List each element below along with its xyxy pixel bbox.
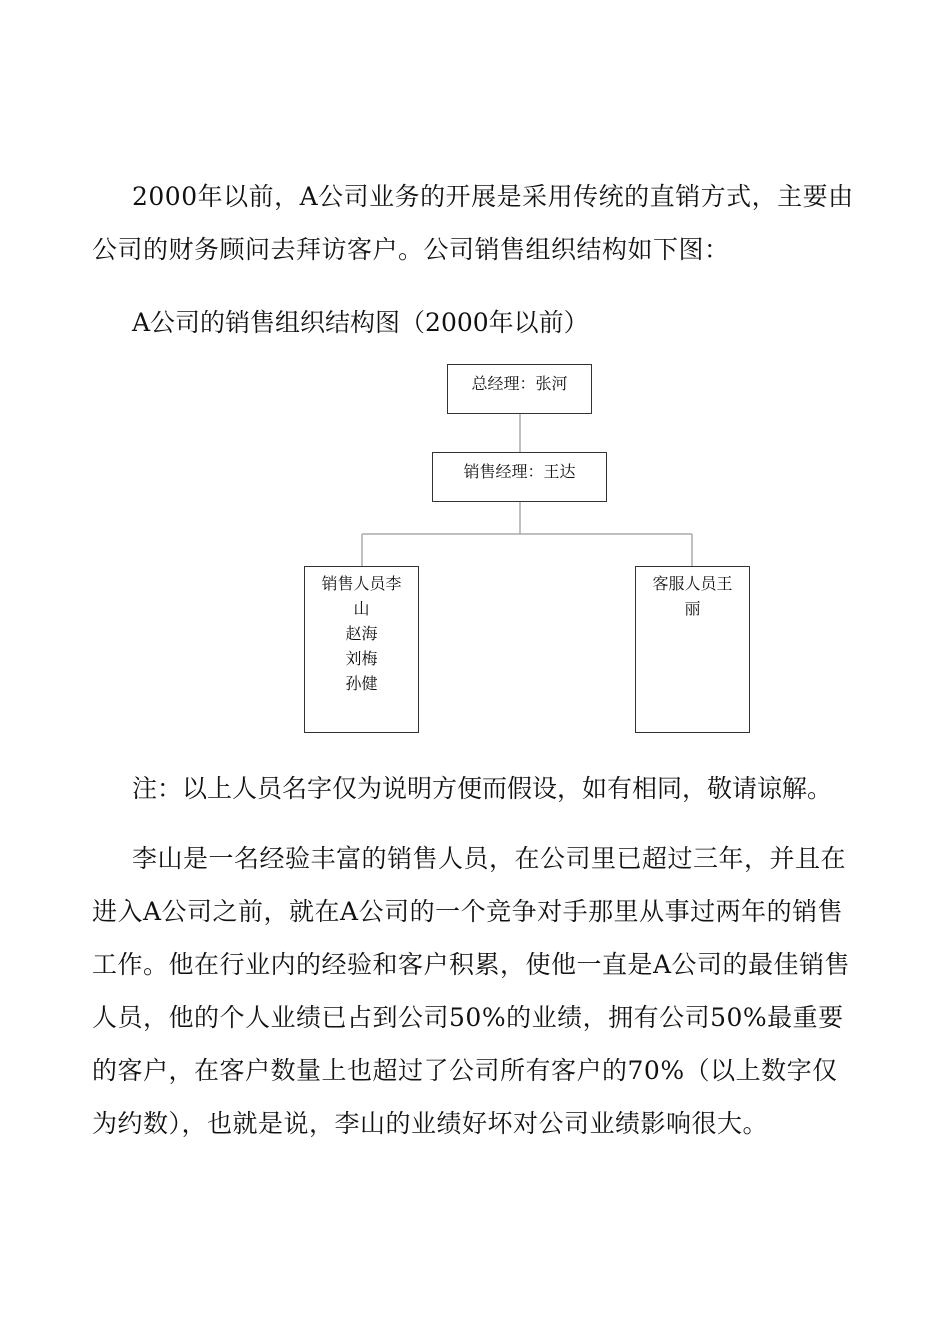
- intro-paragraph: 2000年以前，A公司业务的开展是采用传统的直销方式，主要由公司的财务顾问去拜访客户。公司销售组织结构如下图：: [92, 182, 854, 264]
- sales-staff-line: 孙健: [345, 674, 378, 693]
- disclaimer-note: 注：以上人员名字仅为说明方便而假设，如有相同，敬请谅解。: [132, 774, 833, 803]
- general-manager-label: 总经理：张河: [471, 374, 568, 393]
- sales-staff-line: 赵海: [345, 624, 378, 643]
- customer-service-line: 丽: [684, 599, 701, 618]
- body-paragraph: 李山是一名经验丰富的销售人员，在公司里已超过三年，并且在进入A公司之前，就在A公司的一个竞争对手那里从事过两年的销售工作。他在行业内的经验和客户积累，使他一直是A公司的最佳销售人员，他的个人业绩已占到公司50%的业绩，拥有公司50%最重要的客户，在客户数量上也超过了公司所有客户的70%（以上数字仅为约数），也就是说，李山的业绩好坏对公司业绩影响很大。: [92, 844, 851, 1138]
- sales-staff-line: 销售人员李: [321, 574, 402, 593]
- sales-manager-label: 销售经理：王达: [463, 462, 576, 481]
- sales-staff-box: [304, 566, 419, 733]
- sales-staff-line: 山: [353, 599, 370, 618]
- general-manager-box: [447, 364, 592, 414]
- customer-service-box: [635, 566, 750, 733]
- sales-manager-box: [432, 452, 607, 502]
- customer-service-line: 客服人员王: [652, 574, 733, 593]
- chart-caption: A公司的销售组织结构图（2000年以前）: [132, 308, 589, 337]
- sales-staff-line: 刘梅: [345, 649, 378, 668]
